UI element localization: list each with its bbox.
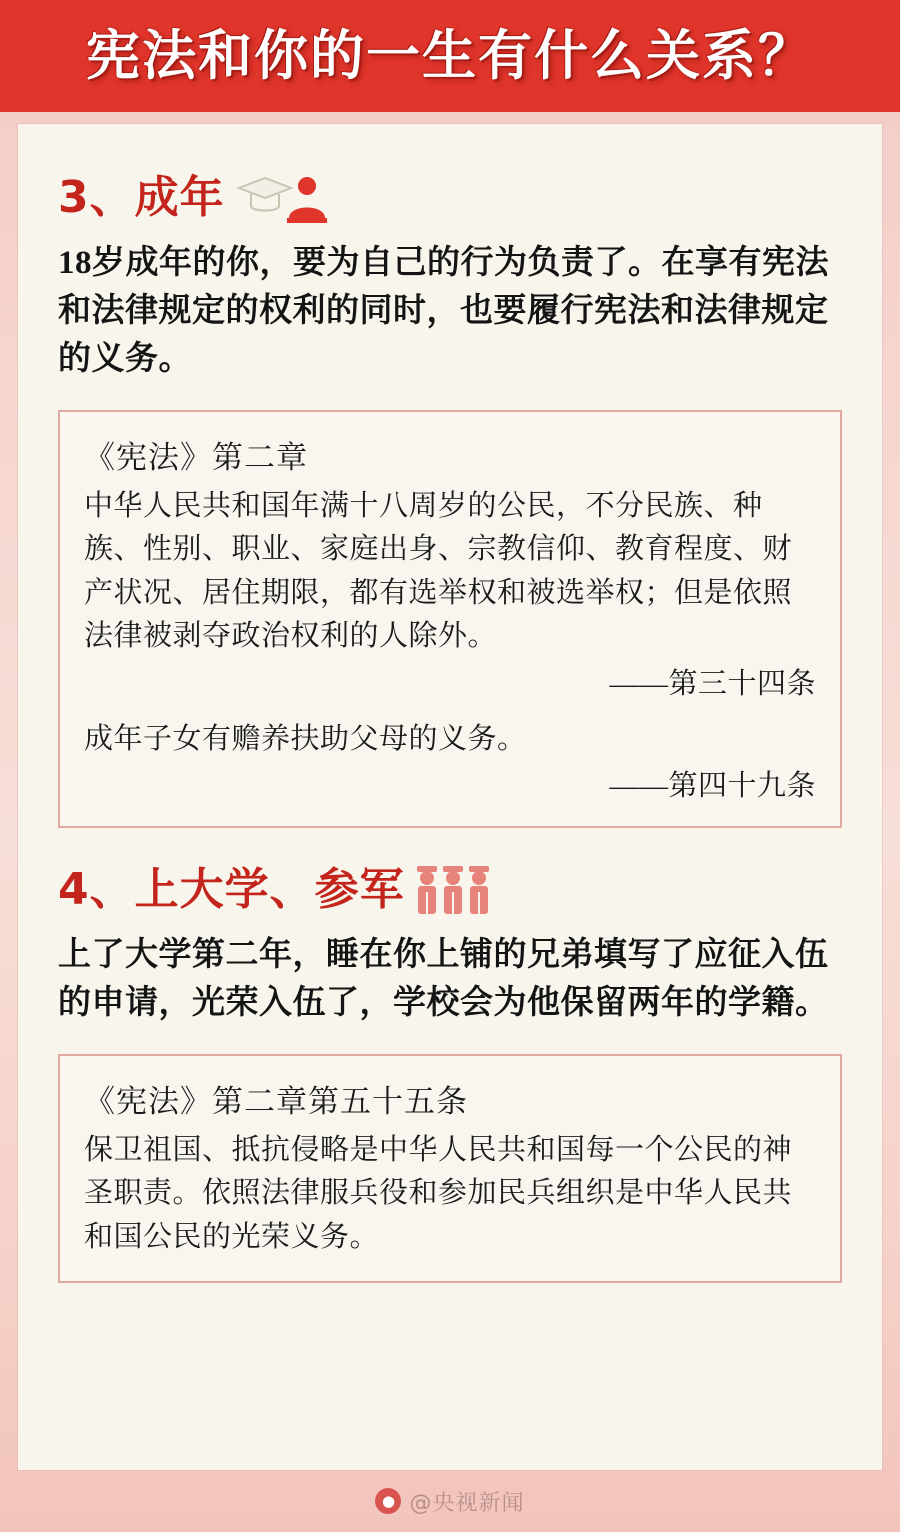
graduation-cap-icon: [231, 170, 327, 226]
page-title: 宪法和你的一生有什么关系？: [86, 24, 814, 87]
section-heading: [58, 170, 842, 226]
section-body: 上了大学第二年，睡在你上铺的兄弟填写了应征入伍的申请，光荣入伍了，学校会为他保留两年的学籍。: [58, 937, 829, 1021]
footer: [0, 1470, 900, 1532]
quote-title: 《宪法》第二章: [84, 439, 308, 475]
content-sheet: [18, 124, 882, 1470]
law-quote-box: [58, 1054, 842, 1284]
soldiers-icon: [411, 862, 497, 918]
header-banner: [0, 0, 900, 112]
quote-paragraph: 中华人民共和国年满十八周岁的公民，不分民族、种族、性别、职业、家庭出身、宗教信仰、教育程度、财产状况、居住期限，都有选举权和被选举权；但是依照法律被剥夺政治权利的人除外。: [84, 489, 793, 653]
quote-title: 《宪法》第二章第五十五条: [84, 1083, 468, 1119]
footer-source-label: @央视新闻: [409, 1490, 525, 1516]
quote-spacer: [84, 702, 816, 718]
law-quote-box: [58, 410, 842, 829]
section-body: 18岁成年的你，要为自己的行为负责了。在享有宪法和法律规定的权利的同时，也要履行宪法和法律规定的义务。: [58, 245, 829, 377]
quote-source: ——第四十九条: [609, 770, 816, 803]
section-title: 3、成年: [58, 171, 225, 223]
section-heading: [58, 862, 842, 918]
quote-paragraph: 成年子女有赡养扶助父母的义务。: [84, 722, 527, 755]
weibo-icon: ●: [375, 1488, 401, 1514]
quote-paragraph: 保卫祖国、抵抗侵略是中华人民共和国每一个公民的神圣职责。依照法律服兵役和参加民兵组织是中华人民共和国公民的光荣义务。: [84, 1133, 793, 1253]
section-title: 4、上大学、参军: [58, 863, 405, 915]
quote-source: ——第三十四条: [609, 667, 816, 700]
section-adulthood: [58, 170, 842, 828]
section-college-military: [58, 862, 842, 1283]
